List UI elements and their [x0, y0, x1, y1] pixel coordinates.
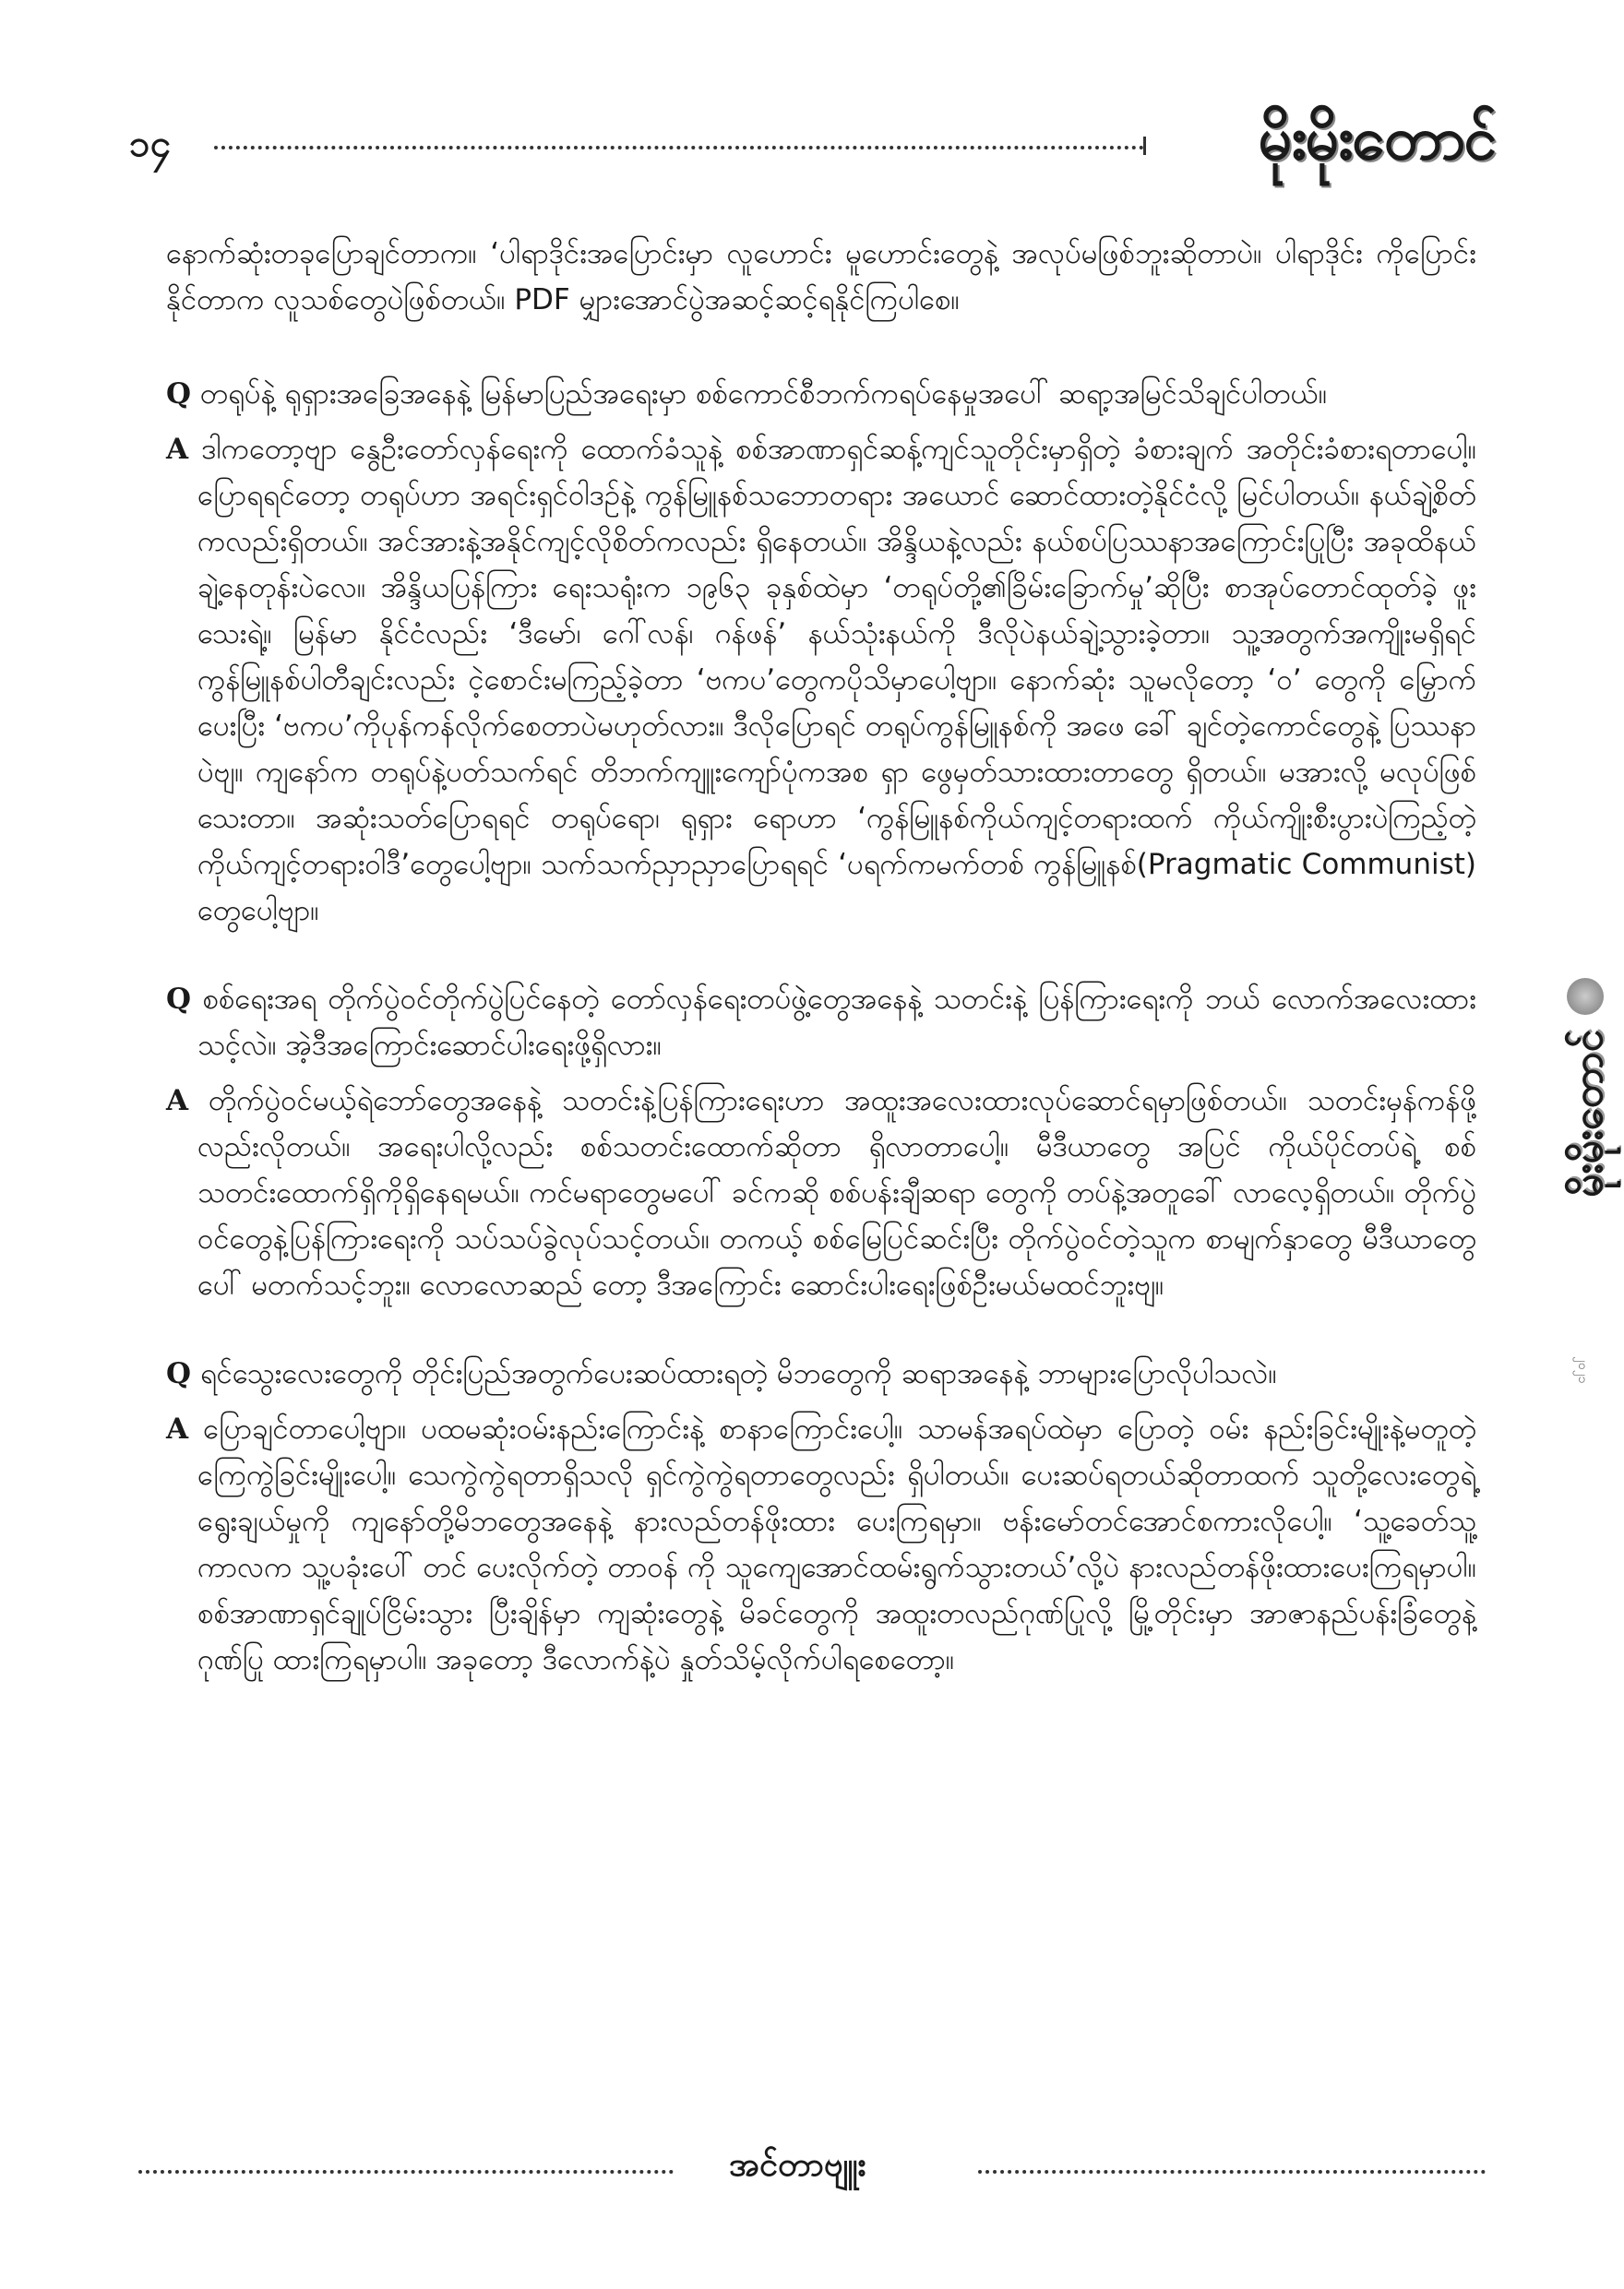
footer-dotted-rule-right [978, 2170, 1486, 2174]
question-marker: Q [166, 983, 192, 1016]
intro-paragraph: နောက်ဆုံးတခုပြောချင်တာက။ ‘ပါရာဒိုင်းအပြောင်းမှာ လူဟောင်း မူဟောင်းတွေနဲ့ အလုပ်မဖြစ်ဘူးဆိုတာပဲ။ ပါရာဒိုင်း ကိုပြောင်းနိုင်တာက လူသစ်တွေပဲဖြစ်တယ်။ PDF မျှားအောင်ပွဲအဆင့်ဆင့်ရနိုင်ကြပါစေ။ [166, 237, 1476, 316]
side-decoration-icon [1567, 978, 1604, 1015]
question [166, 371, 1476, 417]
question-text: တရုပ်နဲ့ ရုရှားအခြေအနေနဲ့ မြန်မာပြည်အရေးမှာ စစ်ကောင်စီဘက်ကရပ်နေမှုအပေါ် ဆရာ့အမြင်သိချင်ပါတယ်။ [199, 377, 1328, 411]
answer-text: ဒါကတော့ဗျာ နွေဦးတော်လှန်ရေးကို ထောက်ခံသူနဲ့ စစ်အာဏာရှင်ဆန့်ကျင်သူတိုင်းမှာရှိတဲ့ ခံစားချက် အတိုင်းခံစားရတာပေါ့။ ပြောရရင်တော့ တရုပ်ဟာ အရင်းရှင်ဝါဒဉ်နဲ့ ကွန်မြူနစ်သဘောတရား အယောင် ဆောင်ထားတဲ့နိုင်ငံလို့ မြင်ပါတယ်။ နယ်ချဲ့စိတ်ကလည်းရှိတယ်။ အင်အားနဲ့အနိုင်ကျင့်လိုစိတ်ကလည်း ရှိနေတယ်။ အိန္ဒိယနဲ့လည်း နယ်စပ်ပြဿနာအကြောင်းပြုပြီး အခုထိနယ်ချဲ့နေတုန်းပဲလေ။ အိန္ဒိယပြန်ကြား ရေးသရုံးက ၁၉၆၃ ခုနှစ်ထဲမှာ ‘တရုပ်တို့၏ခြိမ်းခြောက်မှု’ဆိုပြီး စာအုပ်တောင်ထုတ်ခဲ့ ဖူးသေးရဲ့။ မြန်မာ နိုင်ငံလည်း ‘ဒီမော်၊ ဂေါ်လန်၊ ဂန်ဖန်’ နယ်သုံးနယ်ကို ဒီလိုပဲနယ်ချဲ့သွားခဲ့တာ။ သူ့အတွက်အကျိုးမရှိရင် ကွန်မြူနစ်ပါတီချင်းလည်း ငဲ့စောင်းမကြည့်ခဲ့တာ ‘ဗကပ’တွေကပိုသိမှာပေါ့ဗျာ။ နောက်ဆုံး သူမလိုတော့ ‘ဝ’ တွေကို မြှောက်ပေးပြီး ‘ဗကပ’ကိုပုန်ကန်လိုက်စေတာပဲမဟုတ်လား။ ဒီလိုပြောရင် တရုပ်ကွန်မြူနစ်ကို အဖေ ခေါ် ချင်တဲ့ကောင်တွေနဲ့ ပြဿနာပဲဗျ။ ကျနော်က တရုပ်နဲ့ပတ်သက်ရင် တိဘက်ကျူးကျော်ပုံကအစ ရှာ ဖွေမှတ်သားထားတာတွေ ရှိတယ်။ မအားလို့ မလုပ်ဖြစ်သေးတာ။ အဆုံးသတ်ပြောရရင် တရုပ်ရော၊ ရုရှား ရောဟာ ‘ကွန်မြူနစ်ကိုယ်ကျင့်တရားထက် ကိုယ်ကျိုးစီးပွားပဲကြည့်တဲ့ ကိုယ်ကျင့်တရားဝါဒီ’တွေပေါ့ဗျာ။ သက်သက်ညှာညှာပြောရရင် ‘ပရက်ကမက်တစ် ကွန်မြူနစ်(Pragmatic Communist) တွေပေါ့ဗျာ။ [197, 433, 1476, 927]
page-number: ၁၄ [129, 123, 171, 165]
answer-marker: A [166, 1413, 189, 1446]
answer-marker: A [166, 433, 189, 466]
page-header [129, 101, 1495, 194]
qa-item [166, 1351, 1476, 1683]
masthead-logo: မိုးမိုးတောင် [1258, 104, 1495, 173]
side-tab [1558, 978, 1624, 1384]
footer-section-title: အင်တာဗျူး [729, 2146, 866, 2184]
answer-marker: A [166, 1084, 189, 1117]
answer-text: ပြောချင်တာပေါ့ဗျာ။ ပထမဆုံးဝမ်းနည်းကြောင်းနဲ့ စာနာကြောင်းပေါ့။ သာမန်အရပ်ထဲမှာ ပြောတဲ့ ဝမ်း နည်းခြင်းမျိုးနဲ့မတူတဲ့ ကြေကွဲခြင်းမျိုးပေါ့။ သေကွဲကွဲရတာရှိသလို ရှင်ကွဲကွဲရတာတွေလည်း ရှိပါတယ်။ ပေးဆပ်ရတယ်ဆိုတာထက် သူတို့လေးတွေရဲ့ရွေးချယ်မှုကို ကျနော်တို့မိဘတွေအနေနဲ့ နားလည်တန်ဖိုးထား ပေးကြရမှာ။ ဗန်းမော်တင်အောင်စကားလိုပေါ့။ ‘သူ့ခေတ်သူ့ကာလက သူ့ပခုံးပေါ် တင် ပေးလိုက်တဲ့ တာဝန် ကို သူကျေအောင်ထမ်းရွက်သွားတယ်’လို့ပဲ နားလည်တန်ဖိုးထားပေးကြရမှာပါ။ စစ်အာဏာရှင်ချုပ်ငြိမ်းသွား ပြီးချိန်မှာ ကျဆုံးတွေနဲ့ မိခင်တွေကို အထူးတလည်ဂုဏ်ပြုလို့ မြို့တိုင်းမှာ အာဇာနည်ပန်းခြံတွေနဲ့ ဂုဏ်ပြု ထားကြရမှာပါ။ အခုတော့ ဒီလောက်နဲ့ပဲ နှုတ်သိမ့်လိုက်ပါရစေတော့။ [197, 1413, 1477, 1676]
answer [166, 426, 1476, 934]
side-tab-page-ref: ၂၀၂၁ [1575, 1356, 1590, 1384]
question [166, 976, 1476, 1068]
answer [166, 1406, 1476, 1683]
qa-item [166, 371, 1476, 934]
question-marker: Q [166, 1357, 192, 1390]
question-marker: Q [166, 377, 192, 411]
question-text: စစ်ရေးအရ တိုက်ပွဲဝင်တိုက်ပွဲပြင်နေတဲ့ တော်လှန်ရေးတပ်ဖွဲ့တွေအနေနဲ့ သတင်းနဲ့ ပြန်ကြားရေးကို ဘယ် လောက်အလေးထားသင့်လဲ။ အဲ့ဒီအကြောင်းဆောင်ပါးရေးဖို့ရှိလား။ [197, 983, 1476, 1062]
page-footer [138, 2142, 1486, 2198]
answer [166, 1078, 1476, 1308]
footer-dotted-rule-left [138, 2170, 674, 2174]
header-dotted-rule [214, 146, 1144, 149]
qa-item [166, 976, 1476, 1308]
answer-text: တိုက်ပွဲဝင်မယ့်ရဲဘော်တွေအနေနဲ့ သတင်းနဲ့ပြန်ကြားရေးဟာ အထူးအလေးထားလုပ်ဆောင်ရမှာဖြစ်တယ်။ သတင်းမှန်ကန်ဖို့လည်းလိုတယ်။ အရေးပါလို့လည်း စစ်သတင်းထောက်ဆိုတာ ရှိလာတာပေါ့။ မီဒီယာတွေ အပြင် ကိုယ်ပိုင်တပ်ရဲ့ စစ်သတင်းထောက်ရှိကိုရှိနေရမယ်။ ကင်မရာတွေမပေါ် ခင်ကဆို စစ်ပန်းချီဆရာ တွေကို တပ်နဲ့အတူခေါ် လာလေ့ရှိတယ်။ တိုက်ပွဲဝင်တွေနဲ့ပြန်ကြားရေးကို သပ်သပ်ခွဲလုပ်သင့်တယ်။ တကယ့် စစ်မြေပြင်ဆင်းပြီး တိုက်ပွဲဝင်တဲ့သူက စာမျက်နှာတွေ မီဒီယာတွေပေါ် မတက်သင့်ဘူး။ လောလောဆည် တော့ ဒီအကြောင်း ဆောင်းပါးရေးဖြစ်ဦးမယ်မထင်ဘူးဗျ။ [197, 1084, 1476, 1302]
question [166, 1351, 1476, 1397]
question-text: ရင်သွေးလေးတွေကို တိုင်းပြည်အတွက်ပေးဆပ်ထားရတဲ့ မိဘတွေကို ဆရာအနေနဲ့ ဘာများပြောလိုပါသလဲ။ [199, 1357, 1277, 1390]
article-body [166, 231, 1476, 1725]
header-rule-end [1143, 137, 1146, 155]
side-tab-title: မိုးမိုးတောင် [1565, 1030, 1612, 1198]
